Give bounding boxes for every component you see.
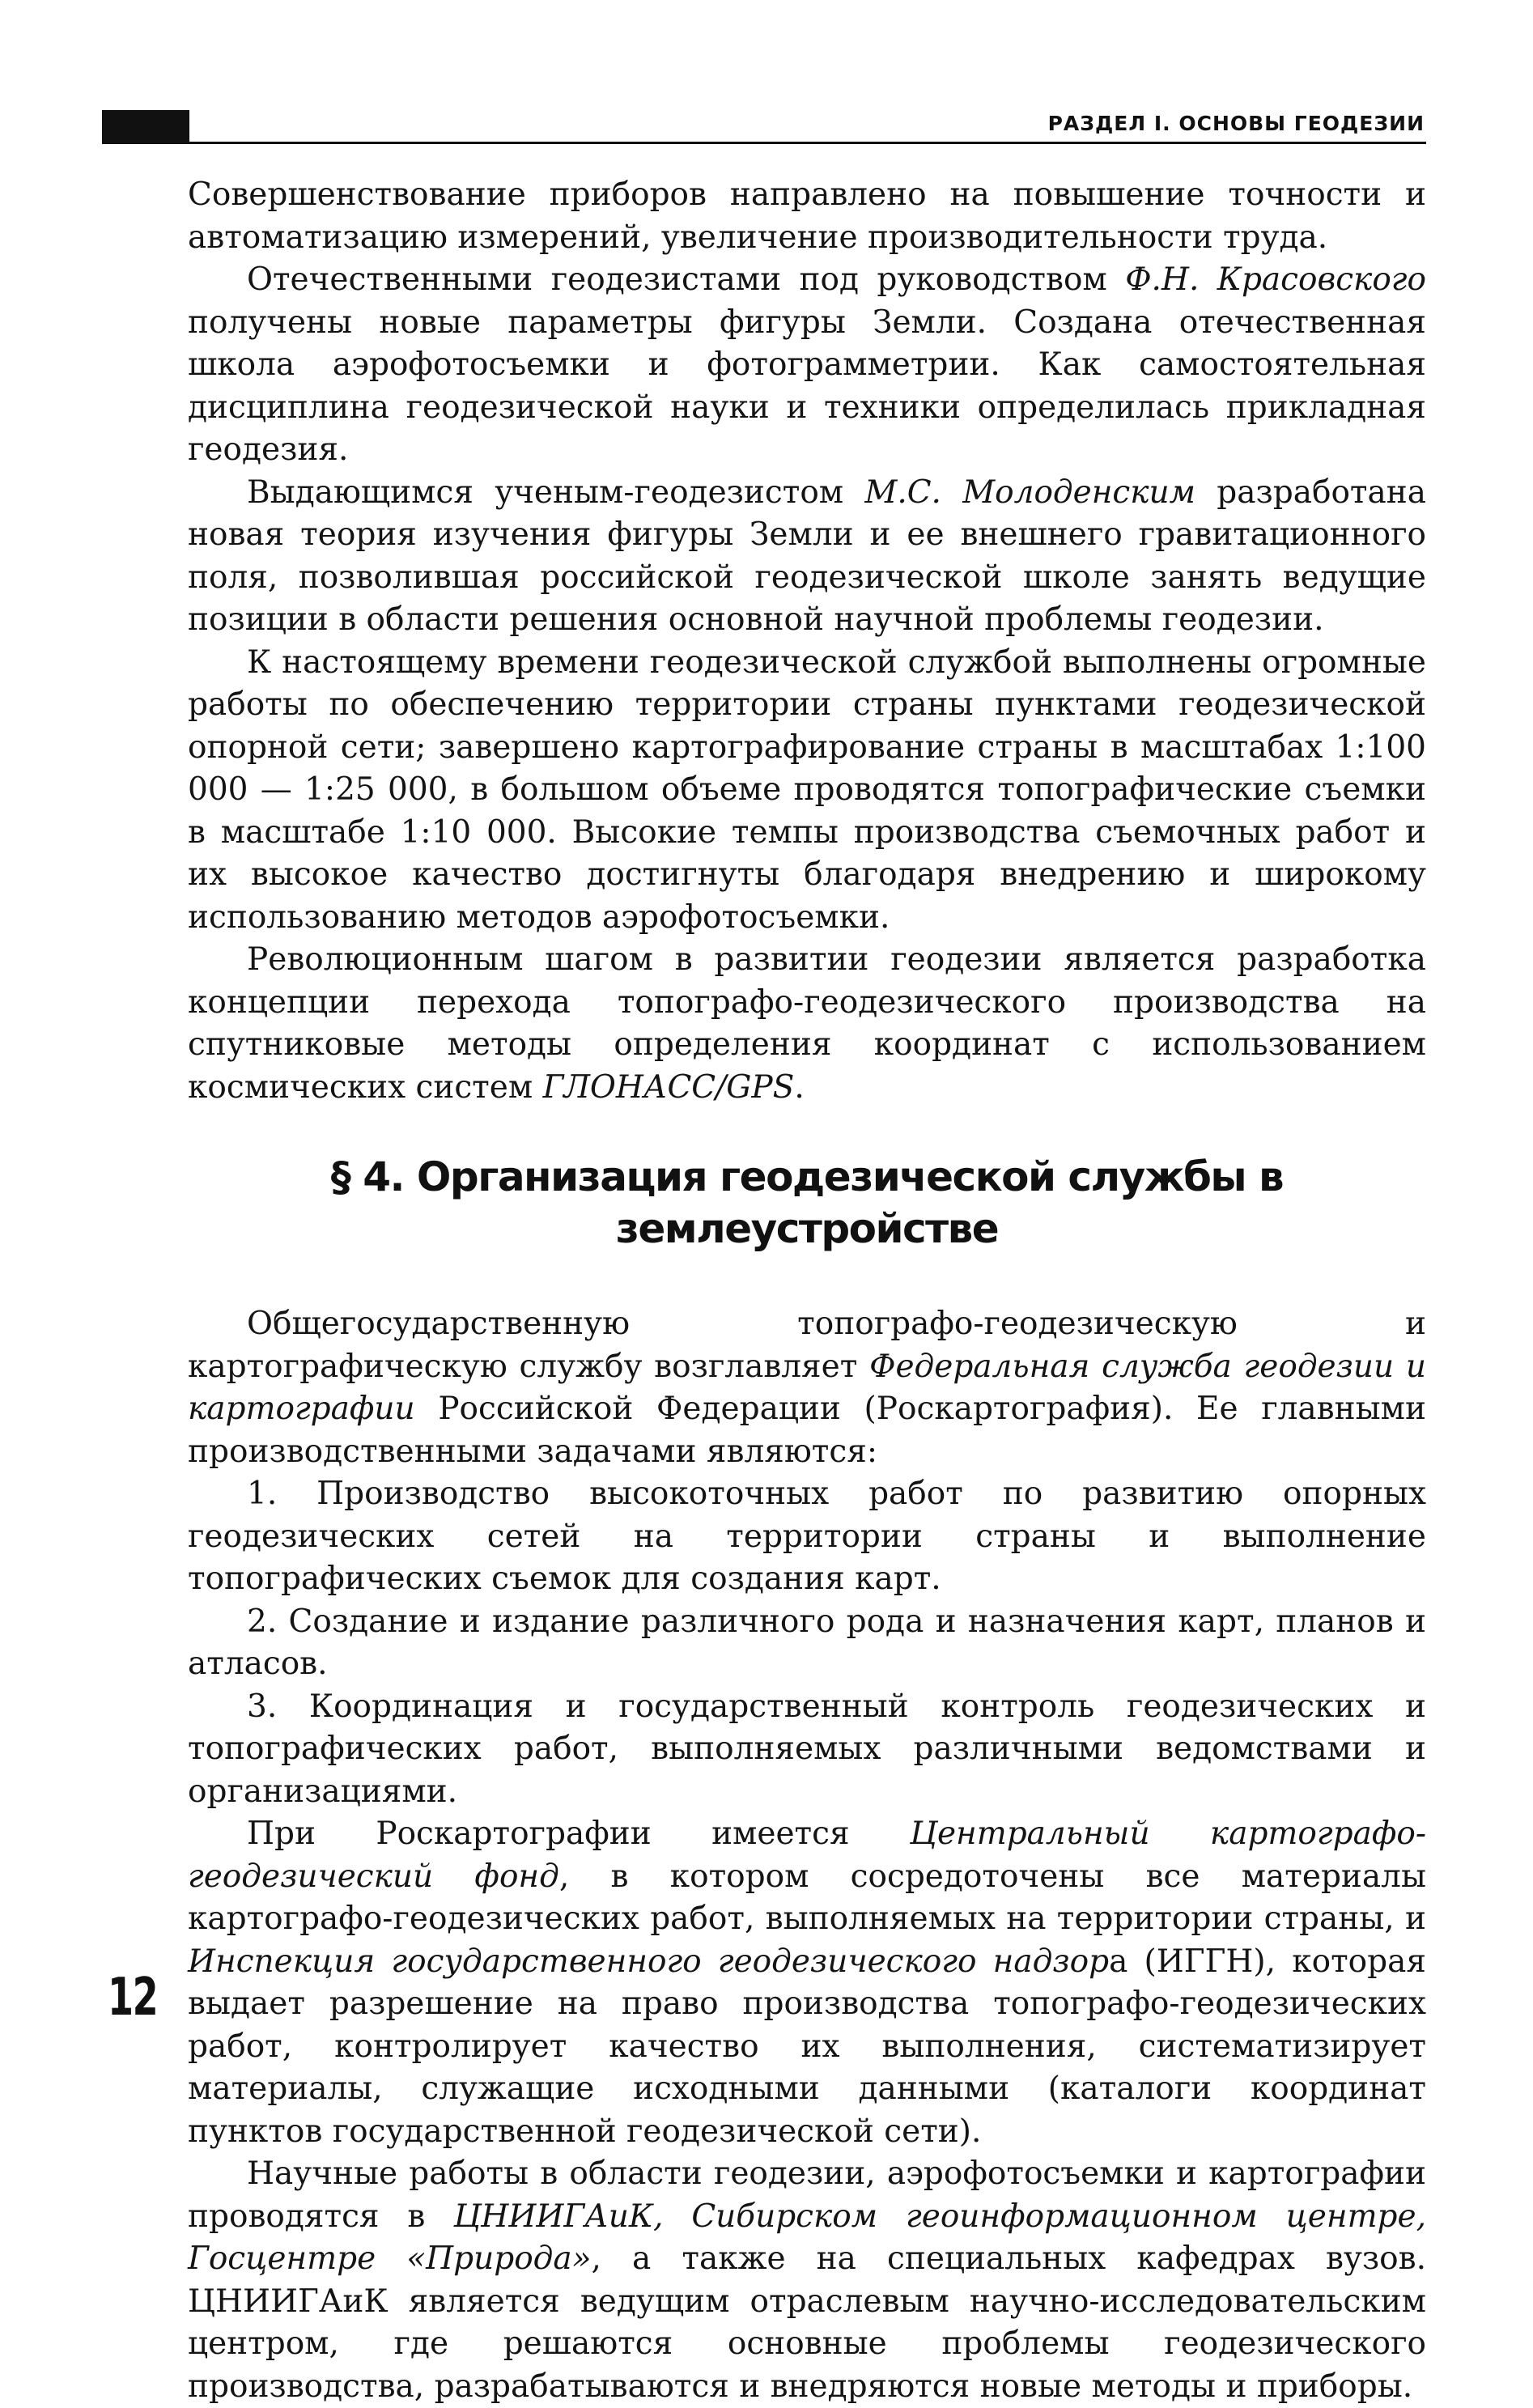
paragraph-text: Выдающимся ученым-геодезистом [247,474,865,511]
paragraph-text: Российской Федерации (Роскартография). Ее главными производственными задачами являются: [188,1391,1426,1470]
header-black-block [102,110,189,144]
paragraph-text: Общегосударственную топографо-геодезическую и картографическую службу возглавляет [188,1306,1426,1385]
paragraph-text: Научные работы в области геодезии, аэрофотосъемки и картографии проводятся в [188,2155,1426,2235]
section-paragraph-3 [188,2153,1426,2408]
paragraph-1 [188,174,1426,259]
emphasis-term: Центральный картографо-геодезический фонд [188,1816,1427,1895]
task-item-3: 3. Координация и государственный контроль геодезических и топографических работ, выполняемых различными ведомствами и организациями. [188,1688,1426,1810]
page-body [188,174,1426,2408]
emphasis-term: Инспекция государственного геодезического надзор [188,1943,1110,1980]
paragraph-text: Революционным шагом в развитии геодезии является разработка концепции перехода топографо-геодезического производства на спутниковые методы определения координат с использованием космических систем [188,941,1426,1106]
paragraph-3 [188,472,1426,642]
paragraph-text: . [794,1068,805,1106]
paragraph-2 [188,259,1426,472]
paragraph-text: получены новые параметры фигуры Земли. Создана отечественная школа аэрофотосъемки и фотограмметрии. Как самостоятельная дисциплина геодезической науки и техники определилась прикладная геодезия. [188,304,1426,468]
task-item-1: 1. Производство высокоточных работ по развитию опорных геодезических сетей на территории страны и выполнение топографических съемок для создания карт. [188,1476,1426,1597]
emphasis-name: Ф.Н. Красовского [1125,261,1426,298]
paragraph-text: Совершенствование приборов направлено на повышение точности и автоматизацию измерений, увеличение производительности труда. [188,176,1426,256]
emphasis-term: Федеральная служба геодезии и картографии [188,1348,1426,1427]
paragraph-text: , а также на специальных кафедрах вузов. ЦНИИГАиК является ведущим отраслевым научно-исследовательским центром, где решаются основные проблемы геодезического производства, разрабатываются и внедряются новые методы и приборы. [188,2240,1426,2405]
emphasis-name: М.С. Молоденским [864,474,1196,511]
emphasis-term: ГЛОНАСС/GPS [542,1068,795,1106]
paragraph-text: К настоящему времени геодезической службой выполнены огромные работы по обеспечению территории страны пунктами геодезической опорной сети; завершено картографирование страны в масштабах 1:100 000 — 1:25 000, в большом объеме проводятся топографические съемки в масштабе 1:10 000. Высокие темпы производства съемочных работ и их высокое качество достигнуты благодаря внедрению и широкому использованию методов аэрофотосъемки. [188,643,1426,936]
page-number: 12 [108,1968,158,2028]
emphasis-term: ЦНИИГАиК, Сибирском геоинформационном центре, Госцентре «Природа» [188,2198,1427,2277]
paragraph-text: При Роскартографии имеется [247,1816,910,1852]
paragraph-text: а (ИГГН), которая выдает разрешение на право производства топографо-геодезических работ, контролирует качество их выполнения, систематизирует материалы, служащие исходными данными (каталоги координат пунктов государственной геодезической сети). [188,1943,1426,2150]
section-paragraph-1 [188,1303,1426,1473]
paragraph-4 [188,642,1426,940]
paragraph-text: Отечественными геодезистами под руководством [247,261,1126,298]
task-item-2: 2. Создание и издание различного рода и назначения карт, планов и атласов. [188,1603,1426,1682]
paragraph-5 [188,939,1426,1109]
paragraph-text: , в котором сосредоточены все материалы картографо-геодезических работ, выполняемых на территории страны, и [188,1858,1426,1937]
section-paragraph-2 [188,1813,1426,2153]
running-head: РАЗДЕЛ I. ОСНОВЫ ГЕОДЕЗИИ [1047,112,1425,135]
section-heading: § 4. Организация геодезической службы в землеустройстве [330,1153,1284,1252]
header-rule [189,142,1426,144]
page-header [102,110,1426,144]
paragraph-text: разработана новая теория изучения фигуры Земли и ее внешнего гравитационного поля, позволившая российской геодезической школе занять ведущие позиции в области решения основной научной проблемы геодезии. [188,474,1427,638]
